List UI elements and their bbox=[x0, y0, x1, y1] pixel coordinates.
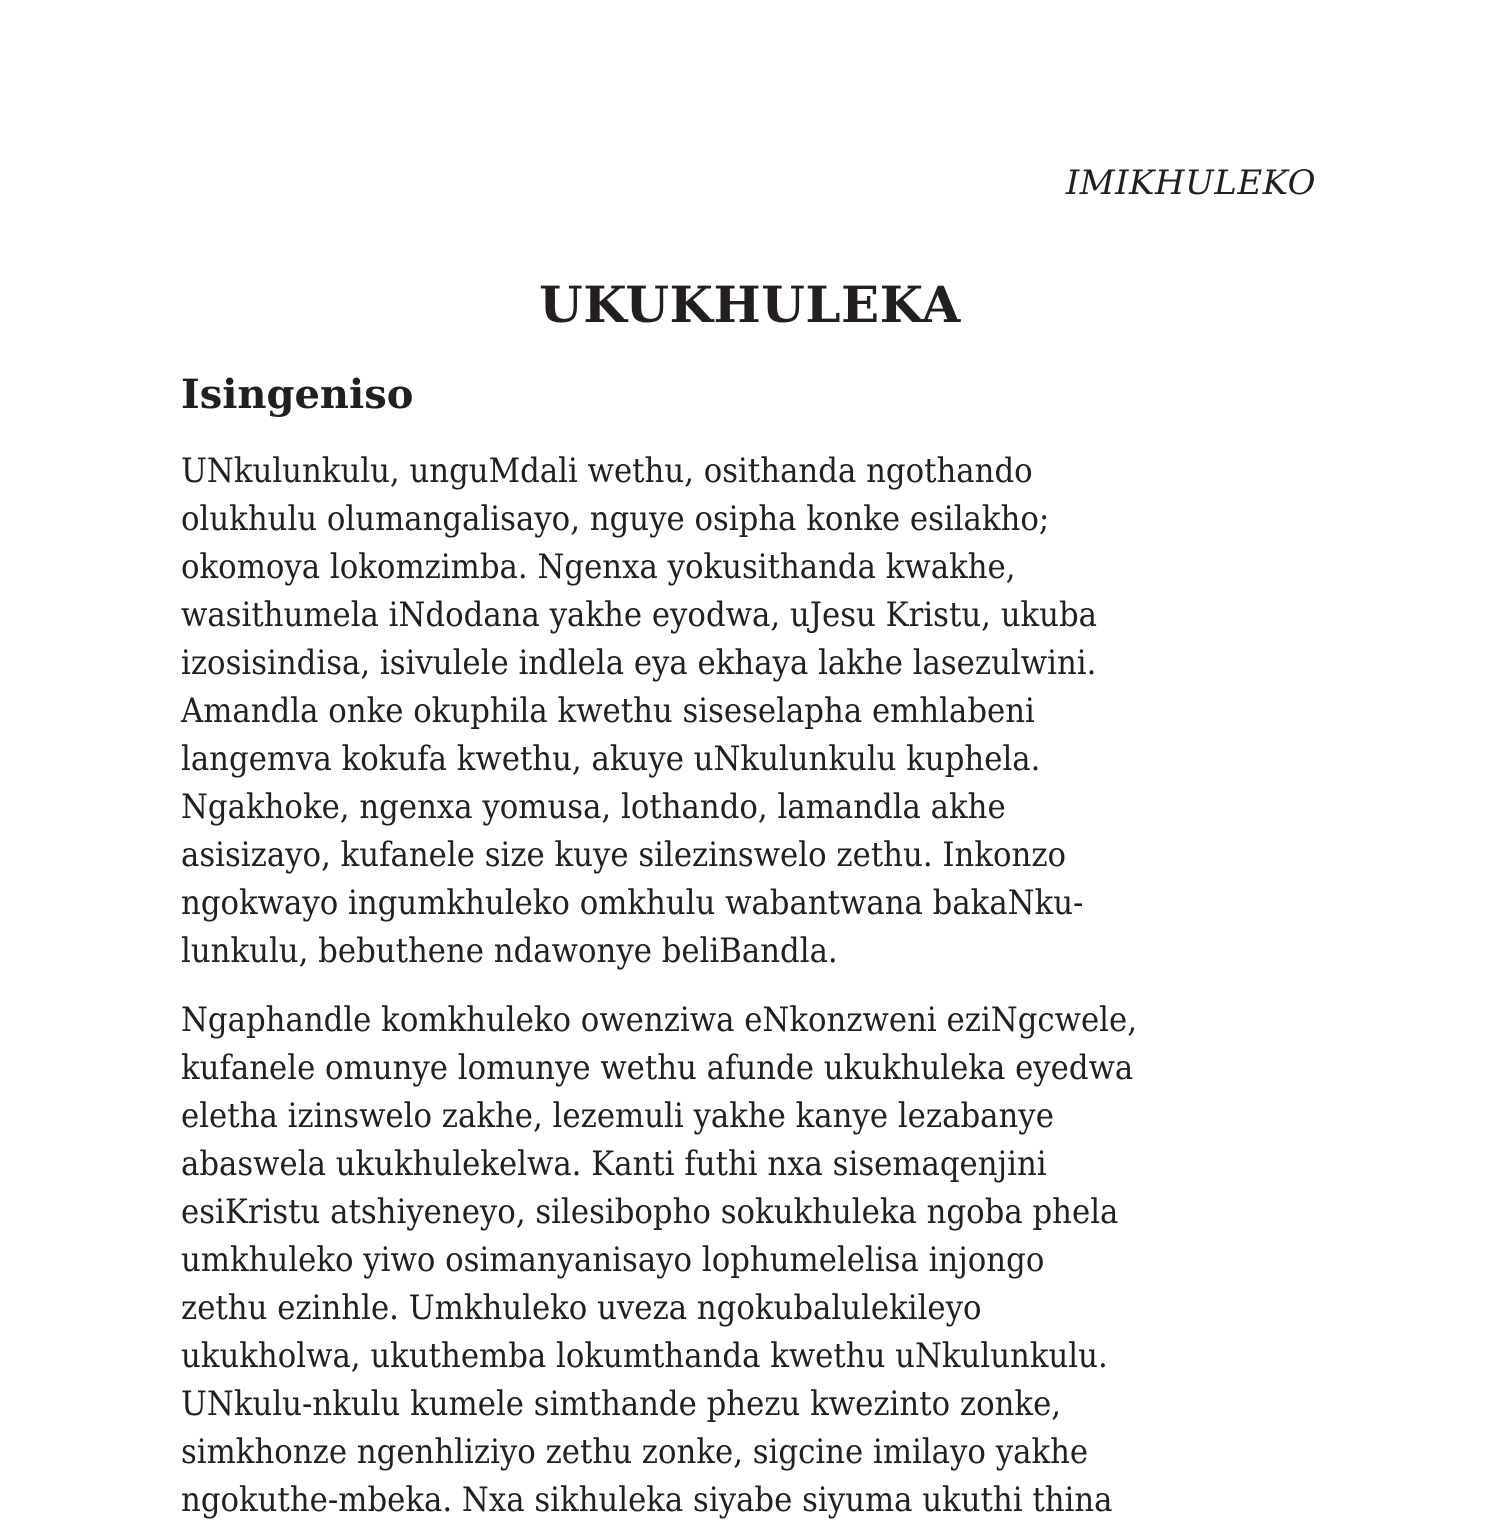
text-line: okomoya lokomzimba. Ngenxa yokusithanda kwakhe, bbox=[181, 547, 1016, 587]
text-line: esiKristu atshiyeneyo, silesibopho sokukhuleka ngoba phela bbox=[181, 1192, 1119, 1232]
text-line: Ngaphandle komkhuleko owenziwa eNkonzweni eziNgcwele, bbox=[181, 1000, 1138, 1040]
text-line: eletha izinswelo zakhe, lezemuli yakhe kanye lezabanye bbox=[181, 1096, 1054, 1136]
text-line: ngokuthe-mbeka. Nxa sikhuleka siyabe siyuma ukuthi thina bbox=[181, 1480, 1113, 1520]
running-header: IMIKHULEKO bbox=[1065, 163, 1316, 203]
text-line: olukhulu olumangalisayo, nguye osipha konke esilakho; bbox=[181, 499, 1050, 539]
text-line: izosisindisa, isivulele indlela eya ekhaya lakhe lasezulwini. bbox=[181, 643, 1097, 683]
chapter-title: UKUKHULEKA bbox=[539, 275, 961, 334]
text-line: abaswela ukukhulekelwa. Kanti futhi nxa sisemaqenjini bbox=[181, 1144, 1047, 1184]
text-line: lunkulu, bebuthene ndawonye beliBandla. bbox=[181, 931, 838, 971]
text-line: wasithumela iNdodana yakhe eyodwa, uJesu Kristu, ukuba bbox=[181, 595, 1098, 635]
text-line: ukukholwa, ukuthemba lokumthanda kwethu uNkulunkulu. bbox=[181, 1336, 1108, 1376]
text-line: zethu ezinhle. Umkhuleko uveza ngokubalulekileyo bbox=[181, 1288, 982, 1328]
text-line: UNkulu-nkulu kumele simthande phezu kwezinto zonke, bbox=[181, 1384, 1062, 1424]
text-line: ngokwayo ingumkhuleko omkhulu wabantwana bakaNku- bbox=[181, 883, 1084, 923]
text-line: kufanele omunye lomunye wethu afunde ukukhuleka eyedwa bbox=[181, 1048, 1134, 1088]
text-line: langemva kokufa kwethu, akuye uNkulunkulu kuphela. bbox=[181, 739, 1041, 779]
text-line: asisizayo, kufanele size kuye silezinswelo zethu. Inkonzo bbox=[181, 835, 1067, 875]
text-line: UNkulunkulu, unguMdali wethu, osithanda ngothando bbox=[181, 451, 1033, 491]
section-heading: Isingeniso bbox=[181, 371, 414, 418]
text-line: simkhonze ngenhliziyo zethu zonke, sigcine imilayo yakhe bbox=[181, 1432, 1089, 1472]
text-line: Ngakhoke, ngenxa yomusa, lothando, lamandla akhe bbox=[181, 787, 1006, 827]
text-line: Amandla onke okuphila kwethu siseselapha emhlabeni bbox=[181, 691, 1035, 731]
text-line: umkhuleko yiwo osimanyanisayo lophumelelisa injongo bbox=[181, 1240, 1045, 1280]
paragraph-intro bbox=[181, 447, 1341, 975]
paragraph-prayer bbox=[181, 996, 1341, 1524]
